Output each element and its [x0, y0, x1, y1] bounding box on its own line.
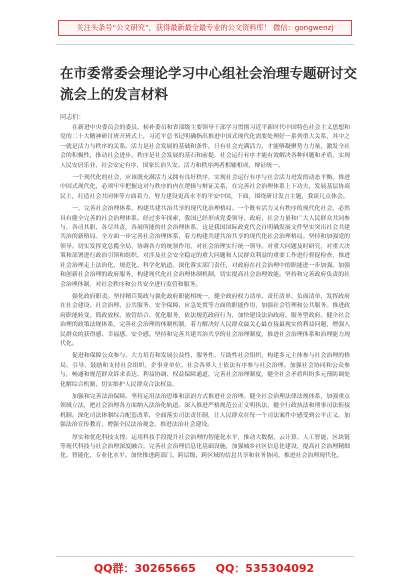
paragraph: 强化政府职责。坚持精兵简政与强化政府职能相统一，健全政府权力清单、责任清单、负面清单，发挥政府在社会建设、社会治理、公共服务、安全保障、应急处置等方面的职能作用，加强社会管理和公共服务。推进政府职能转变，简政放权、放管结合、优化服务，依法规范政府行为，加快建设法治政府、服务型政府。健全社会治理的政策法规体系，完善社会治理的体制机制，着力解决好人民群众最关心最直接最现实的利益问题，增强人民群众的获得感、幸福感、安全感。坚持和完善共建共治共享的社会治理制度，推进社会治理体系和治理能力现代化。	[60, 293, 350, 347]
paragraph: 在新进中央委员会的委员、候补委员和省部级主要领导干部学习贯彻习近平新时代中国特色社会主义思想和党的二十大精神研讨班开班式上，习近平总书记明确指出推进中国式现代化需要处理好一系列重大关系，其中之一就是活力与秩序的关系。活力是社会发展的基础和条件，只有社会充满活力，才能够凝聚势力力量，激发全社会的积极性，推动社会进步。秩序是社会发展的基石和前提，社会运行有序才能有效解决各种问题和矛盾，实现人民安居乐业、社会安定有序，国家长治久安。活力和秩序两者相辅相成，辩证统一。	[60, 125, 350, 169]
footer-divider	[56, 556, 354, 557]
qq-group-number: QQ群：30265665	[93, 562, 196, 575]
document-title: 在市委常委会理论学习中心组社会治理专题研讨交流会上的发言材料	[60, 66, 357, 103]
contact-footer	[0, 560, 408, 576]
paragraph: 加强和完善法治保障。坚持运用法治思维和法治方式推进社会治理。健全社会治理法律法规体系，加强重点领域立法，把社会治理各方面纳入法治化轨道。深入推进严格规范公正文明执法，健全行政执法和刑事司法衔接机制。深化司法体制综合配套改革，全面落实司法责任制，让人民群众在每一个司法案件中感受到公平正义。加强法治宣传教育，增强全民法治观念，推进法治社会建设。	[60, 393, 350, 429]
paragraph: 一个现代化的社会，应该既充满活力又拥有良好秩序，实现社会运行有序与社会活力迸发的动态平衡。推进中国式现代化，必须牢牢把握这对与秩序的内在逻辑与辩证关系，在完善社会治理体系上下功夫，发展基层协商民主，打造社会共同体等方面着力，努力建设更高水平的平安中国，下面，围绕研讨发言主题，我谈几点体会。	[60, 175, 350, 200]
promo-banner: 关注头条号“公文研究”，获得最新最全最专业的公文资料库！ 微信：gongwenzj	[58, 20, 352, 36]
paragraph: 厚实和优化科技支撑。运用科技手段提升社会治理的智能化水平，推动大数据、云计算、人工智能、区块链等现代科技与社会治理深度融合。完善社会治理信息化基础设施，加强城乡社区信息化建设，提高社会治理精细化、智能化、专业化水平。加快推进跨部门、跨层级、跨区域的信息共享和业务协同，推进社会治理现代化。	[60, 434, 350, 460]
paragraph: 一、完善社会治理体系，构建共建共治共享的现代化治理格局。一个既有活力又有秩序的现代化社会，必然具有健全完善的社会治理体系。经过多年探索，我国已经形成党委领导、政府、社会力量和广大人民群众共同参与，各司其职、各尽其责，各展所能的社会治理体系，这是我国国际政党代会自明确发展文件坚实突出社会共建共治的新格局。全方面一步完善社会治理体系，着力构建共建共治共享的现代化社会治理格局。坚持和加强党的领导。切实发挥党总揽全局、协调各方的统领作用，对社会治理实行统一领导。对重大问题及时研究，对重大决策和部署进行政治引领和组织，对涉及社会安全稳定的重大问题和人民群众利益的重要工作进行督促检查，推进社会治理走上法治化、规范化、科学化轨道。深化落实部门责任，对政府在社会治理中的职能进一步加强。加强和创新社会治理的政府服务，构建现代化社会治理体制机制，切实提高社会治理效能。坚持和完善政府负责的社会治理体制，对社会秩序和公共安全进行监管和服务。	[60, 206, 350, 288]
header-divider	[56, 44, 354, 45]
document-body	[60, 124, 350, 544]
paragraph: 促进和保障公众参与。大力培育和发展公益性、服务性、互助性社会组织，构建多元主体参与社会治理的格局。引导、鼓励和支持社会组织、企事业单位、社会各界人士依法有序参与社会治理。加强社会协同和公众参与，畅通和规范群众诉求表达、利益协调、权益保障通道，完善社会治理制度，健全社会矛盾纠纷多元预防调处化解综合机制，切实维护人民群众合法权益。	[60, 353, 350, 388]
greeting: 同志们：	[60, 114, 85, 121]
qq-number: QQ：535304092	[215, 562, 315, 575]
